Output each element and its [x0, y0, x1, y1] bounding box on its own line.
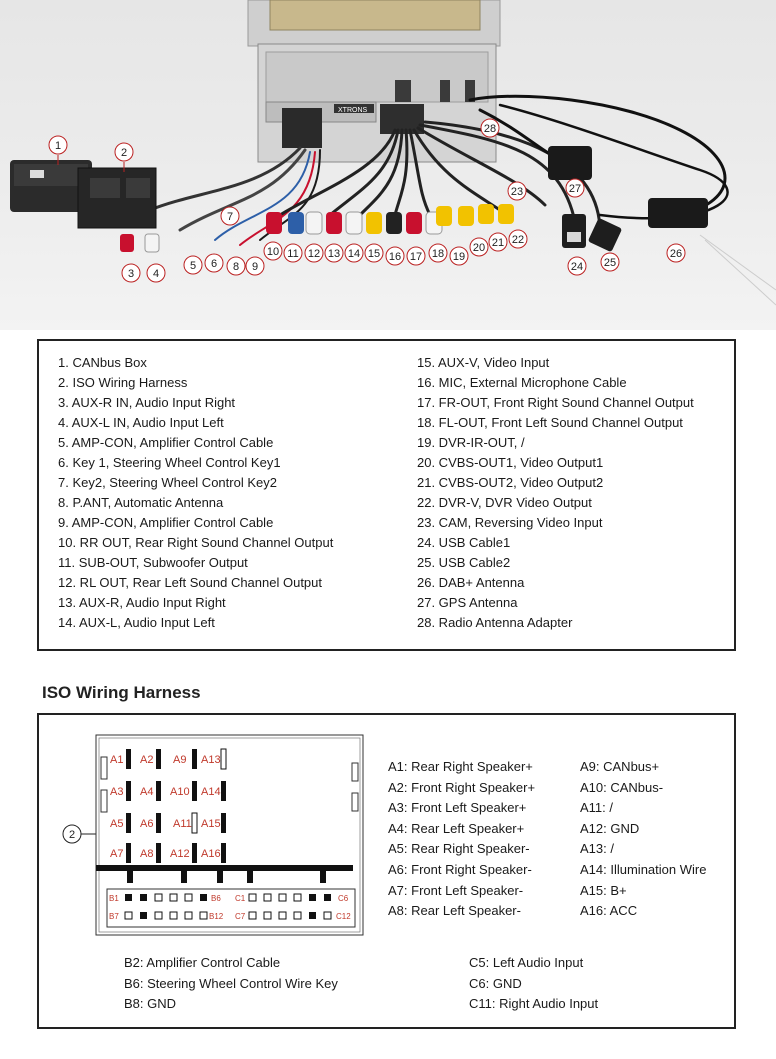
callout-15 — [365, 244, 383, 262]
legend-item: 2. ISO Wiring Harness — [58, 375, 188, 390]
legend-item: 19. DVR-IR-OUT, / — [417, 435, 525, 450]
brand-label: XTRONS — [338, 107, 368, 114]
legend-item: 5. AMP-CON, Amplifier Control Cable — [58, 435, 274, 450]
svg-text:A8: A8 — [140, 848, 154, 860]
pin-description: A13: / — [580, 841, 614, 857]
callout-7 — [221, 207, 239, 225]
pin-list-a-left — [388, 757, 535, 922]
callout-11 — [284, 244, 302, 262]
legend-item: 23. CAM, Reversing Video Input — [417, 515, 603, 530]
legend-item: 13. AUX-R, Audio Input Right — [58, 595, 226, 610]
svg-text:1: 1 — [54, 140, 62, 152]
svg-text:A7: A7 — [110, 848, 124, 860]
svg-text:22: 22 — [511, 234, 525, 246]
svg-text:13: 13 — [327, 248, 341, 260]
svg-text:12: 12 — [307, 248, 321, 260]
pin-list-a-right — [580, 757, 706, 922]
legend-item: 6. Key 1, Steering Wheel Control Key1 — [58, 455, 281, 470]
svg-text:A1: A1 — [110, 754, 124, 766]
iso-divider-bar — [96, 865, 353, 871]
pin-description: A10: CANbus- — [580, 779, 664, 795]
svg-text:B12: B12 — [209, 912, 224, 921]
callout-28 — [481, 119, 499, 137]
svg-text:A2: A2 — [140, 754, 154, 766]
legend-item: 15. AUX-V, Video Input — [417, 355, 550, 370]
pin-description: A1: Rear Right Speaker+ — [388, 759, 533, 774]
legend-item: 22. DVR-V, DVR Video Output — [417, 495, 592, 510]
svg-text:B7: B7 — [109, 912, 119, 921]
pin-description: A3: Front Left Speaker+ — [388, 800, 527, 816]
pin-description: B8: GND — [124, 996, 177, 1011]
svg-text:4: 4 — [152, 268, 160, 280]
legend-item: 4. AUX-L IN, Audio Input Left — [58, 415, 224, 430]
cable-diagram-illustration — [0, 0, 776, 330]
svg-text:18: 18 — [431, 248, 445, 260]
svg-text:10: 10 — [266, 246, 280, 258]
pin-description: C11: Right Audio Input — [469, 996, 599, 1011]
pin-description: A9: CANbus+ — [580, 759, 660, 774]
pin-description: B6: Steering Wheel Control Wire Key — [124, 975, 338, 991]
usb-cables — [562, 214, 622, 252]
callout-14 — [345, 244, 363, 262]
pin-description: A11: / — [580, 800, 614, 816]
legend-item: 11. SUB-OUT, Subwoofer Output — [58, 555, 248, 570]
callout-21 — [489, 233, 507, 251]
callout-13 — [325, 244, 343, 262]
callout-9 — [246, 257, 264, 275]
legend-item: 7. Key2, Steering Wheel Control Key2 — [58, 475, 277, 490]
svg-text:A13: A13 — [201, 754, 221, 766]
svg-text:A3: A3 — [110, 786, 124, 798]
svg-text:A5: A5 — [110, 818, 124, 830]
pin-description: A6: Front Right Speaker- — [388, 861, 532, 877]
legend-item: 1. CANbus Box — [58, 355, 147, 370]
legend-item: 24. USB Cable1 — [417, 535, 511, 550]
svg-text:A15: A15 — [201, 818, 221, 830]
svg-text:19: 19 — [452, 251, 466, 263]
callout-18 — [429, 244, 447, 262]
pin-description: A5: Rear Right Speaker- — [388, 841, 530, 857]
callout-12 — [305, 244, 323, 262]
svg-text:A12: A12 — [170, 848, 190, 860]
svg-text:24: 24 — [570, 261, 584, 273]
pin-description: A12: GND — [580, 820, 640, 836]
svg-text:16: 16 — [388, 251, 402, 263]
callout-22 — [509, 230, 527, 248]
legend-item: 16. MIC, External Microphone Cable — [417, 375, 627, 390]
iso-connector-outline — [96, 735, 363, 935]
svg-text:14: 14 — [347, 248, 361, 260]
pin-list-c-right — [469, 953, 598, 1015]
head-unit — [248, 0, 500, 162]
pin-description: A2: Front Right Speaker+ — [388, 779, 536, 795]
rca-connector-bank — [266, 204, 514, 234]
legend-item: 26. DAB+ Antenna — [417, 575, 525, 590]
pin-description: A14: Illumination Wire — [580, 861, 707, 877]
iso-callout-label: 2 — [68, 829, 76, 841]
rca-aux-in — [120, 234, 159, 252]
svg-text:A16: A16 — [201, 848, 221, 860]
svg-text:A10: A10 — [170, 786, 190, 798]
svg-text:A4: A4 — [140, 786, 154, 798]
callout-17 — [407, 247, 425, 265]
legend-item: 12. RL OUT, Rear Left Sound Channel Output — [58, 575, 323, 590]
product-photo — [0, 0, 776, 330]
svg-text:C1: C1 — [235, 894, 246, 903]
callout-3 — [122, 264, 140, 282]
callout-19 — [450, 247, 468, 265]
pin-description: A7: Front Left Speaker- — [388, 882, 524, 898]
svg-text:25: 25 — [603, 257, 617, 269]
component-legend — [37, 339, 736, 651]
callout-27 — [566, 179, 584, 197]
pin-description: B2: Amplifier Control Cable — [124, 955, 281, 970]
callout-16 — [386, 247, 404, 265]
legend-item: 18. FL-OUT, Front Left Sound Channel Output — [417, 415, 683, 430]
svg-text:B6: B6 — [211, 894, 221, 903]
svg-text:15: 15 — [367, 248, 381, 260]
svg-text:A9: A9 — [173, 754, 187, 766]
iso-harness-panel — [37, 713, 736, 1029]
legend-item: 25. USB Cable2 — [417, 555, 511, 570]
callout-10 — [264, 242, 282, 260]
svg-text:C6: C6 — [338, 894, 349, 903]
legend-item: 14. AUX-L, Audio Input Left — [58, 615, 215, 630]
iso-section-title: ISO Wiring Harness — [42, 683, 201, 702]
svg-text:11: 11 — [287, 248, 299, 260]
legend-column-right — [417, 353, 694, 633]
legend-item: 27. GPS Antenna — [417, 595, 518, 610]
legend-item: 3. AUX-R IN, Audio Input Right — [58, 395, 236, 410]
svg-text:C12: C12 — [336, 912, 351, 921]
svg-text:9: 9 — [251, 261, 259, 273]
callout-20 — [470, 238, 488, 256]
legend-item: 21. CVBS-OUT2, Video Output2 — [417, 475, 604, 490]
svg-text:A6: A6 — [140, 818, 154, 830]
svg-text:20: 20 — [472, 242, 486, 254]
svg-text:17: 17 — [409, 251, 423, 263]
svg-text:2: 2 — [120, 147, 128, 159]
pin-description: A8: Rear Left Speaker- — [388, 903, 521, 919]
callout-4 — [147, 264, 165, 282]
svg-text:5: 5 — [189, 260, 197, 272]
callout-8 — [227, 257, 245, 275]
pin-description: C5: Left Audio Input — [469, 955, 584, 970]
svg-text:B1: B1 — [109, 894, 119, 903]
iso-harness-plug — [78, 168, 156, 228]
svg-text:6: 6 — [210, 258, 218, 270]
legend-item: 17. FR-OUT, Front Right Sound Channel Output — [417, 395, 694, 410]
callout-26 — [667, 244, 685, 262]
callout-24 — [568, 257, 586, 275]
callout-5 — [184, 256, 202, 274]
callout-25 — [601, 253, 619, 271]
callout-6 — [205, 254, 223, 272]
svg-text:21: 21 — [491, 237, 505, 249]
svg-text:7: 7 — [226, 211, 234, 223]
svg-text:3: 3 — [127, 268, 135, 280]
svg-text:23: 23 — [510, 186, 524, 198]
pin-description: A15: B+ — [580, 882, 627, 898]
legend-item: 9. AMP-CON, Amplifier Control Cable — [58, 515, 274, 530]
pin-list-b-left — [124, 953, 338, 1015]
legend-item: 28. Radio Antenna Adapter — [417, 615, 573, 630]
legend-item: 20. CVBS-OUT1, Video Output1 — [417, 455, 604, 470]
pin-description: C6: GND — [469, 975, 522, 991]
svg-text:A11: A11 — [173, 818, 192, 830]
svg-text:28: 28 — [483, 123, 497, 135]
svg-text:8: 8 — [232, 261, 240, 273]
legend-column-left — [58, 353, 333, 633]
svg-text:27: 27 — [568, 183, 582, 195]
svg-text:26: 26 — [669, 248, 683, 260]
pin-description: A4: Rear Left Speaker+ — [388, 820, 525, 836]
svg-text:C7: C7 — [235, 912, 246, 921]
legend-item: 10. RR OUT, Rear Right Sound Channel Output — [58, 535, 334, 550]
callout-23 — [508, 182, 526, 200]
legend-item: 8. P.ANT, Automatic Antenna — [58, 495, 224, 510]
pin-description: A16: ACC — [580, 903, 638, 919]
svg-text:A14: A14 — [201, 786, 221, 798]
